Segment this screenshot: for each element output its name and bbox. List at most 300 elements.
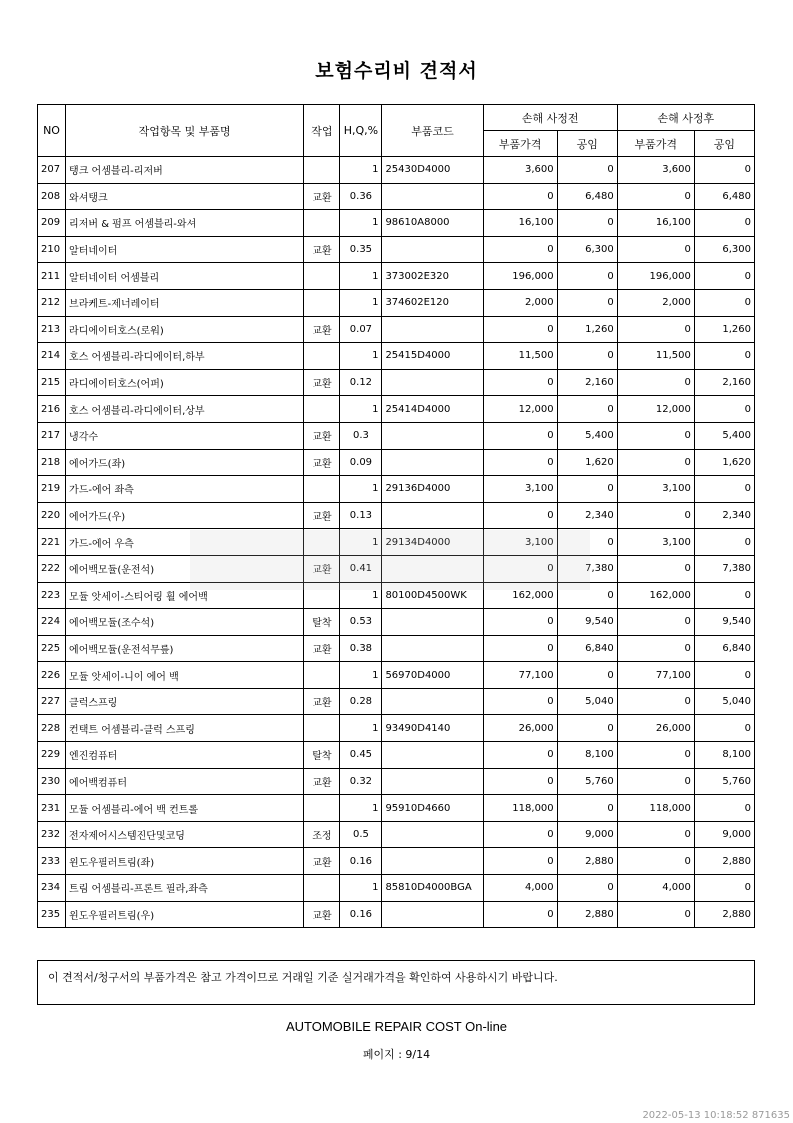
row-labor-after: 0: [694, 715, 754, 742]
table-row: [38, 369, 755, 396]
row-part-price-after: 0: [617, 236, 694, 263]
table-row: [38, 183, 755, 210]
table-row: [38, 316, 755, 343]
row-labor-before: 0: [557, 875, 617, 902]
table-row: [38, 582, 755, 609]
row-labor-before: 0: [557, 263, 617, 290]
row-labor-after: 5,040: [694, 688, 754, 715]
row-hq: 0.16: [340, 901, 382, 928]
row-no: 211: [38, 263, 66, 290]
row-part-price-after: 16,100: [617, 210, 694, 237]
row-hq: 0.45: [340, 742, 382, 769]
row-work-type: 교환: [304, 369, 340, 396]
row-part-price-after: 3,600: [617, 157, 694, 184]
row-labor-before: 0: [557, 289, 617, 316]
row-no: 215: [38, 369, 66, 396]
row-labor-before: 1,620: [557, 449, 617, 476]
row-item-name: 트림 어셈블리-프론트 필라,좌측: [66, 875, 304, 902]
row-part-price-after: 162,000: [617, 582, 694, 609]
row-labor-after: 5,400: [694, 422, 754, 449]
table-row: [38, 635, 755, 662]
row-part-code: [382, 901, 483, 928]
row-labor-before: 5,400: [557, 422, 617, 449]
row-part-price-after: 0: [617, 821, 694, 848]
row-hq: 0.41: [340, 555, 382, 582]
header-item: 작업항목 및 부품명: [66, 105, 304, 157]
row-part-code: [382, 821, 483, 848]
row-labor-after: 2,880: [694, 848, 754, 875]
row-no: 234: [38, 875, 66, 902]
row-part-price-after: 0: [617, 502, 694, 529]
row-part-price-after: 0: [617, 183, 694, 210]
row-item-name: 에어가드(좌): [66, 449, 304, 476]
header-before-part-price: 부품가격: [483, 131, 557, 157]
row-part-price-before: 3,100: [483, 476, 557, 503]
table-row: [38, 848, 755, 875]
row-work-type: [304, 582, 340, 609]
row-part-price-after: 0: [617, 609, 694, 636]
row-no: 220: [38, 502, 66, 529]
row-labor-after: 0: [694, 662, 754, 689]
row-part-price-after: 196,000: [617, 263, 694, 290]
table-row: [38, 768, 755, 795]
row-labor-before: 9,000: [557, 821, 617, 848]
table-row: [38, 396, 755, 423]
row-part-price-after: 77,100: [617, 662, 694, 689]
row-labor-before: 9,540: [557, 609, 617, 636]
row-part-price-before: 0: [483, 183, 557, 210]
row-part-code: 93490D4140: [382, 715, 483, 742]
row-hq: 0.5: [340, 821, 382, 848]
row-work-type: [304, 529, 340, 556]
print-timestamp: 2022-05-13 10:18:52 871635: [642, 1110, 790, 1121]
row-part-price-before: 0: [483, 316, 557, 343]
row-labor-before: 0: [557, 476, 617, 503]
row-part-price-before: 0: [483, 768, 557, 795]
row-part-code: [382, 555, 483, 582]
row-item-name: 컨택트 어셈블리-클럭 스프링: [66, 715, 304, 742]
row-hq: 1: [340, 157, 382, 184]
estimate-rows: [38, 157, 755, 928]
row-part-price-before: 77,100: [483, 662, 557, 689]
row-part-price-before: 0: [483, 369, 557, 396]
row-part-code: [382, 449, 483, 476]
row-no: 210: [38, 236, 66, 263]
row-labor-after: 1,620: [694, 449, 754, 476]
row-labor-before: 0: [557, 343, 617, 370]
header-hq: H,Q,%: [340, 105, 382, 157]
row-part-price-before: 0: [483, 422, 557, 449]
row-part-price-before: 4,000: [483, 875, 557, 902]
row-labor-before: 0: [557, 157, 617, 184]
row-item-name: 윈도우필러트림(우): [66, 901, 304, 928]
row-item-name: 라디에이터호스(어퍼): [66, 369, 304, 396]
row-part-code: [382, 183, 483, 210]
row-hq: 0.13: [340, 502, 382, 529]
row-hq: 1: [340, 529, 382, 556]
header-after-part-price: 부품가격: [617, 131, 694, 157]
row-labor-after: 0: [694, 529, 754, 556]
table-row: [38, 555, 755, 582]
table-row: [38, 476, 755, 503]
row-part-price-before: 0: [483, 688, 557, 715]
row-no: 232: [38, 821, 66, 848]
row-labor-after: 2,880: [694, 901, 754, 928]
row-work-type: [304, 476, 340, 503]
row-part-price-before: 0: [483, 502, 557, 529]
table-row: [38, 821, 755, 848]
row-part-price-before: 0: [483, 821, 557, 848]
row-part-code: [382, 688, 483, 715]
row-part-code: 29136D4000: [382, 476, 483, 503]
row-part-code: 29134D4000: [382, 529, 483, 556]
row-hq: 0.07: [340, 316, 382, 343]
table-row: [38, 688, 755, 715]
row-labor-after: 2,340: [694, 502, 754, 529]
row-labor-before: 2,880: [557, 848, 617, 875]
row-part-code: [382, 502, 483, 529]
row-part-price-before: 0: [483, 848, 557, 875]
table-row: [38, 609, 755, 636]
row-labor-after: 9,540: [694, 609, 754, 636]
row-labor-after: 0: [694, 476, 754, 503]
row-no: 227: [38, 688, 66, 715]
row-labor-after: 0: [694, 263, 754, 290]
row-work-type: 교환: [304, 635, 340, 662]
row-hq: 1: [340, 396, 382, 423]
row-part-code: 56970D4000: [382, 662, 483, 689]
row-labor-after: 0: [694, 396, 754, 423]
row-item-name: 가드-에어 좌측: [66, 476, 304, 503]
row-part-price-before: 118,000: [483, 795, 557, 822]
row-labor-before: 6,840: [557, 635, 617, 662]
row-part-price-before: 3,600: [483, 157, 557, 184]
row-labor-before: 5,760: [557, 768, 617, 795]
table-row: [38, 289, 755, 316]
row-part-price-after: 0: [617, 555, 694, 582]
row-no: 213: [38, 316, 66, 343]
row-hq: 1: [340, 343, 382, 370]
row-work-type: [304, 875, 340, 902]
row-work-type: [304, 289, 340, 316]
row-item-name: 모듈 앗세이-스티어링 휠 에어백: [66, 582, 304, 609]
table-row: [38, 157, 755, 184]
row-labor-before: 0: [557, 210, 617, 237]
header-before-labor: 공임: [557, 131, 617, 157]
row-labor-after: 6,480: [694, 183, 754, 210]
row-part-code: [382, 369, 483, 396]
row-no: 224: [38, 609, 66, 636]
row-no: 217: [38, 422, 66, 449]
row-item-name: 호스 어셈블리-라디에이터,하부: [66, 343, 304, 370]
row-part-price-after: 4,000: [617, 875, 694, 902]
row-no: 212: [38, 289, 66, 316]
row-hq: 0.36: [340, 183, 382, 210]
row-hq: 1: [340, 715, 382, 742]
row-part-code: [382, 422, 483, 449]
estimate-table: [37, 104, 755, 928]
row-part-price-before: 0: [483, 901, 557, 928]
row-part-price-before: 0: [483, 635, 557, 662]
row-item-name: 엔진컴퓨터: [66, 742, 304, 769]
row-labor-after: 1,260: [694, 316, 754, 343]
row-item-name: 윈도우필러트림(좌): [66, 848, 304, 875]
row-labor-after: 2,160: [694, 369, 754, 396]
row-part-price-after: 0: [617, 901, 694, 928]
row-part-price-before: 0: [483, 236, 557, 263]
table-row: [38, 343, 755, 370]
row-work-type: 교환: [304, 688, 340, 715]
row-hq: 1: [340, 263, 382, 290]
row-labor-before: 6,480: [557, 183, 617, 210]
row-labor-before: 2,160: [557, 369, 617, 396]
row-labor-before: 8,100: [557, 742, 617, 769]
row-hq: 0.12: [340, 369, 382, 396]
row-work-type: 교환: [304, 848, 340, 875]
row-hq: 1: [340, 795, 382, 822]
row-part-price-after: 0: [617, 316, 694, 343]
row-labor-before: 0: [557, 582, 617, 609]
row-item-name: 클럭스프링: [66, 688, 304, 715]
row-no: 235: [38, 901, 66, 928]
row-part-code: 98610A8000: [382, 210, 483, 237]
table-row: [38, 715, 755, 742]
row-work-type: [304, 157, 340, 184]
row-part-code: [382, 236, 483, 263]
row-work-type: 탈착: [304, 742, 340, 769]
header-no: NO: [38, 105, 66, 157]
row-part-code: 25415D4000: [382, 343, 483, 370]
row-no: 223: [38, 582, 66, 609]
row-part-code: [382, 635, 483, 662]
row-item-name: 냉각수: [66, 422, 304, 449]
row-no: 207: [38, 157, 66, 184]
row-item-name: 호스 어셈블리-라디에이터,상부: [66, 396, 304, 423]
row-part-price-after: 0: [617, 422, 694, 449]
row-work-type: 교환: [304, 502, 340, 529]
row-labor-after: 6,840: [694, 635, 754, 662]
row-item-name: 에어가드(우): [66, 502, 304, 529]
row-hq: 0.16: [340, 848, 382, 875]
row-hq: 0.35: [340, 236, 382, 263]
row-labor-before: 0: [557, 662, 617, 689]
row-part-code: [382, 768, 483, 795]
row-part-price-before: 16,100: [483, 210, 557, 237]
row-part-code: [382, 316, 483, 343]
row-item-name: 모듈 어셈블리-에어 백 컨트롤: [66, 795, 304, 822]
row-no: 214: [38, 343, 66, 370]
table-row: [38, 263, 755, 290]
row-hq: 1: [340, 582, 382, 609]
row-labor-before: 0: [557, 795, 617, 822]
row-part-price-before: 3,100: [483, 529, 557, 556]
table-row: [38, 662, 755, 689]
row-part-code: 374602E120: [382, 289, 483, 316]
row-labor-before: 2,340: [557, 502, 617, 529]
row-part-price-after: 3,100: [617, 529, 694, 556]
header-work: 작업: [304, 105, 340, 157]
row-labor-after: 0: [694, 875, 754, 902]
row-labor-after: 9,000: [694, 821, 754, 848]
row-part-price-after: 2,000: [617, 289, 694, 316]
row-no: 218: [38, 449, 66, 476]
row-part-price-after: 0: [617, 635, 694, 662]
row-no: 209: [38, 210, 66, 237]
row-part-code: 25430D4000: [382, 157, 483, 184]
row-part-code: 25414D4000: [382, 396, 483, 423]
row-labor-after: 0: [694, 582, 754, 609]
row-part-price-after: 0: [617, 688, 694, 715]
row-labor-after: 0: [694, 157, 754, 184]
row-item-name: 에어백컴퓨터: [66, 768, 304, 795]
row-item-name: 알터네이터: [66, 236, 304, 263]
header-code: 부품코드: [382, 105, 483, 157]
row-work-type: [304, 343, 340, 370]
row-labor-before: 2,880: [557, 901, 617, 928]
row-work-type: 교환: [304, 555, 340, 582]
row-part-code: [382, 848, 483, 875]
table-row: [38, 901, 755, 928]
row-work-type: 탈착: [304, 609, 340, 636]
row-part-price-before: 0: [483, 449, 557, 476]
row-part-code: 85810D4000BGA: [382, 875, 483, 902]
table-row: [38, 795, 755, 822]
row-no: 222: [38, 555, 66, 582]
row-work-type: [304, 396, 340, 423]
row-part-price-after: 11,500: [617, 343, 694, 370]
row-work-type: [304, 662, 340, 689]
header-after-labor: 공임: [694, 131, 754, 157]
table-row: [38, 742, 755, 769]
row-labor-after: 5,760: [694, 768, 754, 795]
row-part-price-before: 162,000: [483, 582, 557, 609]
row-item-name: 에어백모듈(조수석): [66, 609, 304, 636]
row-part-price-after: 0: [617, 742, 694, 769]
table-row: [38, 875, 755, 902]
row-labor-after: 7,380: [694, 555, 754, 582]
row-part-price-before: 26,000: [483, 715, 557, 742]
row-hq: 0.28: [340, 688, 382, 715]
row-work-type: 조정: [304, 821, 340, 848]
row-part-price-after: 26,000: [617, 715, 694, 742]
row-work-type: [304, 715, 340, 742]
row-no: 219: [38, 476, 66, 503]
row-item-name: 라디에이터호스(로워): [66, 316, 304, 343]
row-labor-before: 6,300: [557, 236, 617, 263]
row-no: 231: [38, 795, 66, 822]
table-row: [38, 529, 755, 556]
row-hq: 0.38: [340, 635, 382, 662]
row-labor-before: 7,380: [557, 555, 617, 582]
row-labor-after: 0: [694, 795, 754, 822]
row-item-name: 와셔탱크: [66, 183, 304, 210]
row-work-type: 교환: [304, 449, 340, 476]
row-no: 216: [38, 396, 66, 423]
table-row: [38, 422, 755, 449]
row-part-price-after: 12,000: [617, 396, 694, 423]
row-labor-before: 0: [557, 715, 617, 742]
row-item-name: 리저버 & 펌프 어셈블리-와셔: [66, 210, 304, 237]
row-hq: 1: [340, 289, 382, 316]
document-title: 보험수리비 견적서: [315, 60, 478, 82]
row-hq: 0.53: [340, 609, 382, 636]
row-part-price-before: 0: [483, 555, 557, 582]
row-item-name: 브라케트-제너레이터: [66, 289, 304, 316]
row-part-code: 373002E320: [382, 263, 483, 290]
row-labor-after: 8,100: [694, 742, 754, 769]
row-no: 221: [38, 529, 66, 556]
row-labor-after: 0: [694, 210, 754, 237]
row-labor-after: 0: [694, 343, 754, 370]
footer-title: AUTOMOBILE REPAIR COST On-line: [285, 1019, 508, 1034]
row-part-price-before: 12,000: [483, 396, 557, 423]
row-no: 230: [38, 768, 66, 795]
row-work-type: [304, 795, 340, 822]
row-no: 226: [38, 662, 66, 689]
row-hq: 0.32: [340, 768, 382, 795]
row-part-code: 95910D4660: [382, 795, 483, 822]
row-hq: 0.3: [340, 422, 382, 449]
row-part-price-before: 0: [483, 609, 557, 636]
page-number: 페이지 : 9/14: [362, 1048, 431, 1061]
row-no: 233: [38, 848, 66, 875]
row-part-price-before: 0: [483, 742, 557, 769]
row-no: 229: [38, 742, 66, 769]
row-part-price-before: 2,000: [483, 289, 557, 316]
row-part-price-after: 0: [617, 369, 694, 396]
price-notice: 이 견적서/청구서의 부품가격은 참고 가격이므로 거래일 기준 실거래가격을 확인하여 사용하시기 바랍니다.: [37, 960, 755, 1005]
table-row: [38, 502, 755, 529]
row-labor-after: 6,300: [694, 236, 754, 263]
row-labor-before: 5,040: [557, 688, 617, 715]
row-part-price-before: 196,000: [483, 263, 557, 290]
row-part-price-after: 0: [617, 449, 694, 476]
row-item-name: 에어백모듈(운전석): [66, 555, 304, 582]
row-part-code: 80100D4500WK: [382, 582, 483, 609]
table-row: [38, 449, 755, 476]
row-item-name: 에어백모듈(운전석무릎): [66, 635, 304, 662]
row-hq: 0.09: [340, 449, 382, 476]
row-work-type: 교환: [304, 422, 340, 449]
row-part-price-after: 0: [617, 848, 694, 875]
row-item-name: 모듈 앗세이-니이 에어 백: [66, 662, 304, 689]
row-hq: 1: [340, 210, 382, 237]
row-work-type: [304, 263, 340, 290]
row-hq: 1: [340, 875, 382, 902]
row-work-type: 교환: [304, 236, 340, 263]
row-work-type: 교환: [304, 768, 340, 795]
table-row: [38, 236, 755, 263]
row-no: 208: [38, 183, 66, 210]
header-before: 손해 사정전: [483, 105, 617, 131]
row-no: 225: [38, 635, 66, 662]
row-work-type: 교환: [304, 316, 340, 343]
row-part-code: [382, 609, 483, 636]
row-hq: 1: [340, 662, 382, 689]
row-hq: 1: [340, 476, 382, 503]
row-part-price-after: 0: [617, 768, 694, 795]
row-work-type: 교환: [304, 183, 340, 210]
row-item-name: 알터네이터 어셈블리: [66, 263, 304, 290]
row-item-name: 가드-에어 우측: [66, 529, 304, 556]
row-labor-before: 0: [557, 529, 617, 556]
row-work-type: [304, 210, 340, 237]
row-labor-before: 1,260: [557, 316, 617, 343]
row-part-price-after: 118,000: [617, 795, 694, 822]
row-labor-after: 0: [694, 289, 754, 316]
row-part-price-after: 3,100: [617, 476, 694, 503]
row-no: 228: [38, 715, 66, 742]
